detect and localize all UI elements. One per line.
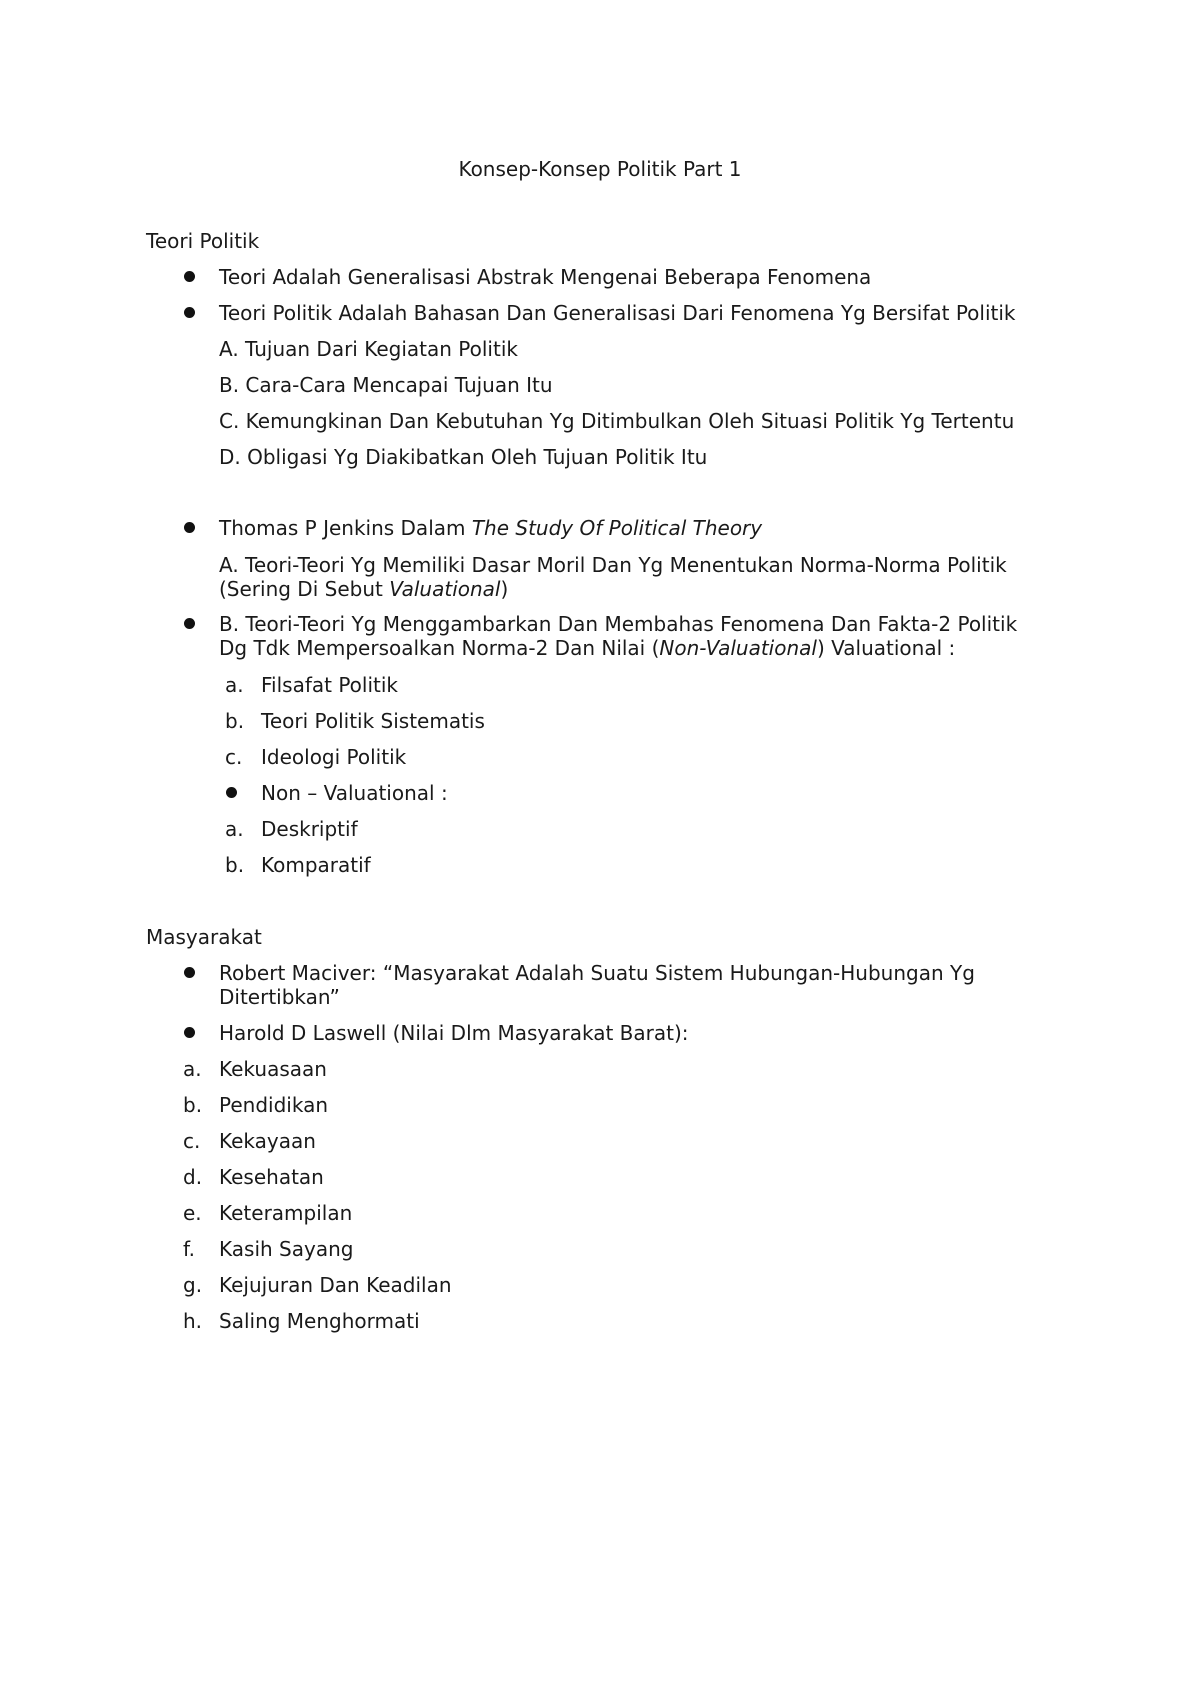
list-item: Pendidikan [219, 1093, 328, 1117]
non-valuational-label: Non – Valuational : [261, 781, 448, 805]
section-heading-masyarakat: Masyarakat [146, 925, 262, 949]
teori-a-line2 [219, 577, 508, 601]
bullet-icon [184, 522, 195, 533]
list-item: Teori Adalah Generalisasi Abstrak Mengenai Beberapa Fenomena [219, 265, 872, 289]
teori-b-suffix: ) Valuational : [816, 636, 956, 660]
jenkins-prefix: Thomas P Jenkins Dalam [219, 516, 472, 540]
list-item: Filsafat Politik [261, 673, 399, 697]
list-marker: c. [225, 745, 243, 769]
list-marker: a. [183, 1057, 202, 1081]
list-item: Komparatif [261, 853, 371, 877]
bullet-icon [184, 1027, 195, 1038]
list-item: Kasih Sayang [219, 1237, 354, 1261]
list-marker: e. [183, 1201, 202, 1225]
list-marker: d. [183, 1165, 203, 1189]
teori-a-prefix: (Sering Di Sebut [219, 577, 390, 601]
list-item: Saling Menghormati [219, 1309, 420, 1333]
list-item: Kekuasaan [219, 1057, 327, 1081]
teori-a-suffix: ) [500, 577, 509, 601]
list-marker: g. [183, 1273, 203, 1297]
list-marker: h. [183, 1309, 203, 1333]
teori-a-line1: A. Teori-Teori Yg Memiliki Dasar Moril Dan Yg Menentukan Norma-Norma Politik [219, 553, 1007, 577]
book-title: The Study Of Political Theory [471, 516, 763, 540]
laswell-line: Harold D Laswell (Nilai Dlm Masyarakat Barat): [219, 1021, 689, 1045]
teori-b-line1: B. Teori-Teori Yg Menggambarkan Dan Membahas Fenomena Dan Fakta-2 Politik [219, 612, 1018, 636]
teori-b-line2 [219, 636, 955, 660]
list-marker: a. [225, 673, 244, 697]
maciver-line1: Robert Maciver: “Masyarakat Adalah Suatu Sistem Hubungan-Hubungan Yg [219, 961, 975, 985]
list-item: A. Tujuan Dari Kegiatan Politik [219, 337, 518, 361]
page-title: Konsep-Konsep Politik Part 1 [458, 157, 742, 181]
list-item: Teori Politik Sistematis [261, 709, 485, 733]
list-item: C. Kemungkinan Dan Kebutuhan Yg Ditimbulkan Oleh Situasi Politik Yg Tertentu [219, 409, 1015, 433]
list-marker: c. [183, 1129, 201, 1153]
list-marker: b. [225, 853, 245, 877]
bullet-icon [226, 787, 237, 798]
teori-a-italic: Valuational [389, 577, 501, 601]
list-item: Teori Politik Adalah Bahasan Dan Generalisasi Dari Fenomena Yg Bersifat Politik [219, 301, 1016, 325]
list-item-jenkins [219, 516, 762, 540]
bullet-icon [184, 618, 195, 629]
list-marker: b. [183, 1093, 203, 1117]
list-marker: f. [183, 1237, 195, 1261]
list-item: Kejujuran Dan Keadilan [219, 1273, 452, 1297]
maciver-line2: Ditertibkan” [219, 985, 340, 1009]
list-item: Kekayaan [219, 1129, 316, 1153]
list-item: Keterampilan [219, 1201, 353, 1225]
bullet-icon [184, 307, 195, 318]
section-heading-teori-politik: Teori Politik [146, 229, 260, 253]
list-item: Ideologi Politik [261, 745, 407, 769]
teori-b-italic: Non-Valuational [659, 636, 817, 660]
teori-b-prefix: Dg Tdk Mempersoalkan Norma-2 Dan Nilai ( [219, 636, 660, 660]
bullet-icon [184, 967, 195, 978]
list-item: D. Obligasi Yg Diakibatkan Oleh Tujuan Politik Itu [219, 445, 708, 469]
list-item: B. Cara-Cara Mencapai Tujuan Itu [219, 373, 553, 397]
list-item: Deskriptif [261, 817, 358, 841]
list-marker: b. [225, 709, 245, 733]
list-marker: a. [225, 817, 244, 841]
bullet-icon [184, 271, 195, 282]
list-item: Kesehatan [219, 1165, 324, 1189]
